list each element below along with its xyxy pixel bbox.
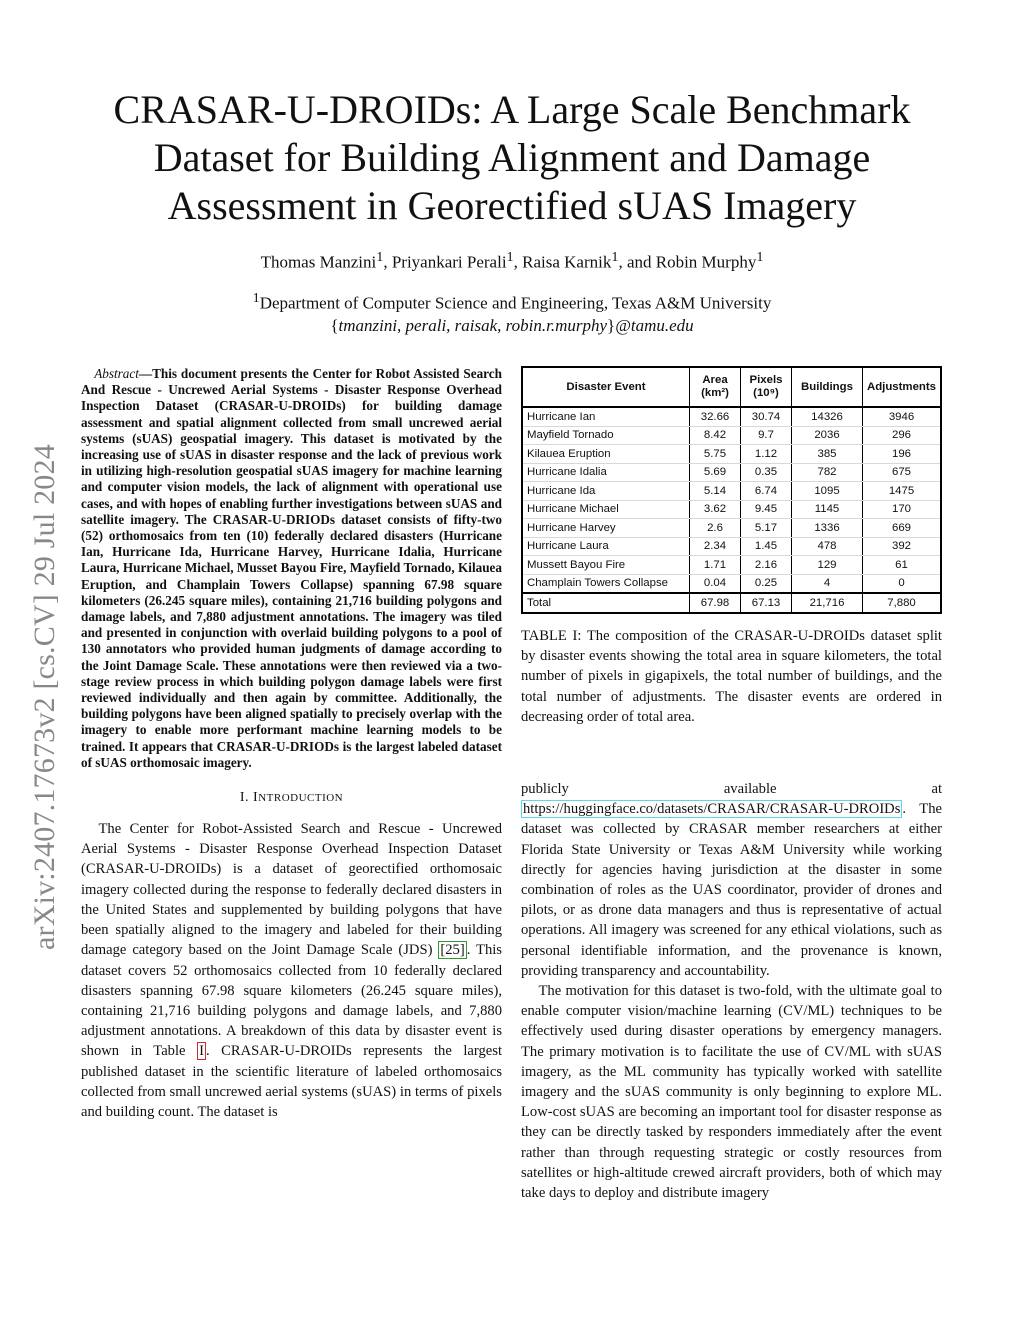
title-line: CRASAR-U-DROIDs: A Large Scale Benchmark	[113, 87, 911, 132]
table-ref-link[interactable]: I	[199, 1043, 204, 1060]
cell-pixels: 6.74	[741, 482, 792, 501]
cell-buildings: 2036	[792, 426, 863, 445]
cell-pixels: 9.7	[741, 426, 792, 445]
total-area: 67.98	[690, 593, 741, 613]
cell-adjustments: 170	[863, 500, 942, 519]
cell-pixels: 5.17	[741, 519, 792, 538]
author-list	[60, 249, 964, 273]
cell-buildings: 1145	[792, 500, 863, 519]
header-area: Area (km²)	[690, 367, 741, 407]
cell-adjustments: 0	[863, 574, 942, 593]
right-body-text	[521, 779, 942, 1203]
cell-buildings: 782	[792, 463, 863, 482]
disaster-table	[521, 366, 942, 614]
cell-adjustments: 675	[863, 463, 942, 482]
cell-name: Hurricane Michael	[522, 500, 690, 519]
cell-pixels: 1.45	[741, 537, 792, 556]
affil-mark: 1	[252, 290, 260, 306]
cell-buildings: 478	[792, 537, 863, 556]
intro-text: . CRASAR-U-DROIDs represents the largest published dataset in the scientific literature of labeled orthomosaics collected from small uncrewed aerial systems (sUAS) in terms of pixels and building count. The dataset is	[81, 1043, 502, 1120]
section-number: I.	[239, 790, 250, 806]
author-affil-mark: 1	[611, 249, 619, 265]
left-column	[81, 366, 502, 1122]
affil-text: Department of Computer Science and Engineering, Texas A&M University	[259, 293, 772, 313]
abstract	[81, 366, 502, 771]
affiliation: $^1$Department of Computer Science and Engineering, Texas A&M University {tmanzini, perali, raisak, robin.r.murphy}@tamu.edu	[252, 290, 772, 335]
table-caption: TABLE I: The composition of the CRASAR-U-DROIDs dataset split by disaster events showing the total area in square kilometers, the total number of pixels in gigapixels, the total number of buildings, and the total number of adjustments. The disaster events are ordered in decreasing order of total area.	[521, 628, 942, 725]
section-title-rest: NTRODUCTION	[258, 792, 344, 805]
header-pixels: Pixels (10⁹)	[741, 367, 792, 407]
table-row	[522, 519, 941, 538]
cell-pixels: 0.25	[741, 574, 792, 593]
table-row	[522, 482, 941, 501]
cell-name: Hurricane Ian	[522, 407, 690, 426]
table-row	[522, 500, 941, 519]
cell-adjustments: 669	[863, 519, 942, 538]
cell-area: 3.62	[690, 500, 741, 519]
cell-adjustments: 61	[863, 556, 942, 575]
cell-pixels: 0.35	[741, 463, 792, 482]
body-paragraph	[521, 779, 942, 981]
right-column	[521, 366, 942, 1203]
cell-name: Hurricane Laura	[522, 537, 690, 556]
title-line: Dataset for Building Alignment and Damage	[153, 135, 871, 180]
cell-area: 8.42	[690, 426, 741, 445]
cell-buildings: 1336	[792, 519, 863, 538]
cell-adjustments: 3946	[863, 407, 942, 426]
table-row	[522, 537, 941, 556]
table-row	[522, 556, 941, 575]
header-adjustments: Adjustments	[863, 367, 942, 407]
cell-name: Hurricane Harvey	[522, 519, 690, 538]
table-row	[522, 426, 941, 445]
cell-pixels: 30.74	[741, 407, 792, 426]
intro-text: The Center for Robot-Assisted Search and Rescue - Uncrewed Aerial Systems - Disaster Response Overhead Inspection Dataset (CRASAR-U-DROIDs) is a dataset of georectified orthomosaic imagery collected during the response to federally declared disasters in the United States and supplemented by building polygons that have been spatially aligned to the imagery and labeled for their building damage category based on the Joint Damage Scale (JDS)	[81, 821, 502, 959]
cell-area: 2.34	[690, 537, 741, 556]
dataset-url-link[interactable]: https://huggingface.co/datasets/CRASAR/CRASAR-U-DROIDs	[523, 801, 901, 818]
cell-name: Champlain Towers Collapse	[522, 574, 690, 593]
abstract-text: —This document presents the Center for Robot Assisted Search And Rescue - Uncrewed Aerial Systems - Disaster Response Overhead Inspection Dataset (CRASAR-U-DROIDs) for building damage assessment and spatial alignment collected from small uncrewed aerial systems (sUAS) geospatial imagery. This dataset is motivated by the increasing use of sUAS in disaster response and the lack of previous work in utilizing high-resolution geospatial sUAS imagery for machine learning and computer vision models, the lack of alignment with operational use cases, and with hopes of enabling further investigations between sUAS and satellite imagery. The CRASAR-U-DRIODs dataset consists of fifty-two (52) orthomosaics from ten (10) federally declared disasters (Hurricane Ian, Hurricane Ida, Hurricane Harvey, Hurricane Idalia, Hurricane Laura, Hurricane Michael, Musset Bayou Fire, Mayfield Tornado, Kilauea Eruption, and Champlain Towers Collapse) spanning 67.98 square kilometers (26.245 square miles), containing 21,716 building polygons and damage labels, and 7,880 adjustment annotations. The imagery was tiled and presented in conjunction with overlaid building polygons to a pool of 130 annotators who provided human judgments of damage according to the Joint Damage Scale. These annotations were then reviewed via a two-stage review process in which building polygon damage labels were first reviewed individually and then again by committee. Additionally, the building polygons have been aligned spatially to precisely overlap with the imagery to enable more performant machine learning models to be trained. It appears that CRASAR-U-DRIODs is the largest labeled dataset of sUAS orthomosaic imagery.	[81, 366, 502, 770]
total-pixels: 67.13	[741, 593, 792, 613]
section-title-initial: I	[253, 790, 259, 806]
author-name: Raisa Karnik	[522, 252, 612, 272]
cell-name: Kilauea Eruption	[522, 445, 690, 464]
cell-name: Mayfield Tornado	[522, 426, 690, 445]
total-buildings: 21,716	[792, 593, 863, 613]
total-name: Total	[522, 593, 690, 613]
paper-title	[60, 86, 964, 230]
author-affil-mark: 1	[376, 249, 384, 265]
header-buildings: Buildings	[792, 367, 863, 407]
arxiv-identifier: arXiv:2407.17673v2 [cs.CV] 29 Jul 2024	[28, 444, 61, 950]
author-name: Priyankari Perali	[391, 252, 507, 272]
cell-name: Hurricane Ida	[522, 482, 690, 501]
body-text: publicly available at	[521, 781, 942, 798]
author-affil-mark: 1	[756, 249, 764, 265]
body-paragraph: The motivation for this dataset is two-fold, with the ultimate goal to enable computer vision/machine learning (CV/ML) techniques to be effectively used during disaster operations by emergency managers. The primary motivation is to facilitate the use of CV/ML with sUAS imagery, as the ML community has typically worked with satellite imagery and the sUAS community is only beginning to explore ML. Low-cost sUAS are becoming an important tool for disaster response as they can be directly tasked by responders immediately after the event rather than through requesting strategic or costly resources from satellites or high-altitude crewed aircraft providers, both of which may take days to deploy and distribute imagery	[521, 983, 942, 1202]
cell-area: 2.6	[690, 519, 741, 538]
intro-paragraph	[81, 819, 502, 1122]
table-row	[522, 574, 941, 593]
cell-buildings: 385	[792, 445, 863, 464]
author-name: Thomas Manzini	[260, 252, 377, 272]
author-separator: ,	[383, 252, 392, 272]
cell-area: 5.14	[690, 482, 741, 501]
author-separator: , and	[618, 252, 656, 272]
cell-area: 1.71	[690, 556, 741, 575]
table-row	[522, 463, 941, 482]
cell-pixels: 1.12	[741, 445, 792, 464]
table-header-row	[522, 367, 941, 407]
cell-buildings: 1095	[792, 482, 863, 501]
cell-buildings: 4	[792, 574, 863, 593]
cell-adjustments: 296	[863, 426, 942, 445]
cell-name: Mussett Bayou Fire	[522, 556, 690, 575]
cell-adjustments: 1475	[863, 482, 942, 501]
cell-buildings: 129	[792, 556, 863, 575]
table-row	[522, 445, 941, 464]
cell-adjustments: 196	[863, 445, 942, 464]
citation-link[interactable]: [25]	[440, 942, 465, 959]
abstract-label: Abstract	[94, 366, 139, 381]
title-line: Assessment in Georectified sUAS Imagery	[167, 183, 857, 228]
total-adjustments: 7,880	[863, 593, 942, 613]
author-name: Robin Murphy	[655, 252, 757, 272]
intro-text: . This dataset covers 52 orthomosaics collected from 10 federally declared disasters spanning 67.98 square kilometers (26.245 square miles), containing 21,716 building polygons and damage labels, and 7,880 adjustment annotations. A breakdown of this data by disaster event is shown in Table	[81, 942, 502, 1060]
cell-area: 0.04	[690, 574, 741, 593]
cell-area: 32.66	[690, 407, 741, 426]
author-separator: ,	[513, 252, 523, 272]
author-affil-mark: 1	[506, 249, 514, 265]
cell-area: 5.69	[690, 463, 741, 482]
cell-pixels: 2.16	[741, 556, 792, 575]
cell-name: Hurricane Idalia	[522, 463, 690, 482]
author-emails: tmanzini, perali, raisak, robin.r.murphy	[338, 315, 608, 335]
body-text: . The dataset was collected by CRASAR member researchers at either Florida State University or Texas A&M University while working directly for agencies having jurisdiction at the disaster in some combination of roles as the UAS coordinator, provider of drones and pilots, or as drone data managers and thus is representative of actual operations. All imagery was screened for any ethical violations, such as personal identifiable information, and the provenance is known, providing transparency and accountability.	[521, 801, 942, 979]
table-total-row	[522, 593, 941, 613]
cell-area: 5.75	[690, 445, 741, 464]
header-disaster-event: Disaster Event	[522, 367, 690, 407]
section-heading	[81, 790, 502, 806]
cell-adjustments: 392	[863, 537, 942, 556]
cell-buildings: 14326	[792, 407, 863, 426]
table-row	[522, 407, 941, 426]
cell-pixels: 9.45	[741, 500, 792, 519]
email-domain: @tamu.edu	[615, 315, 694, 335]
